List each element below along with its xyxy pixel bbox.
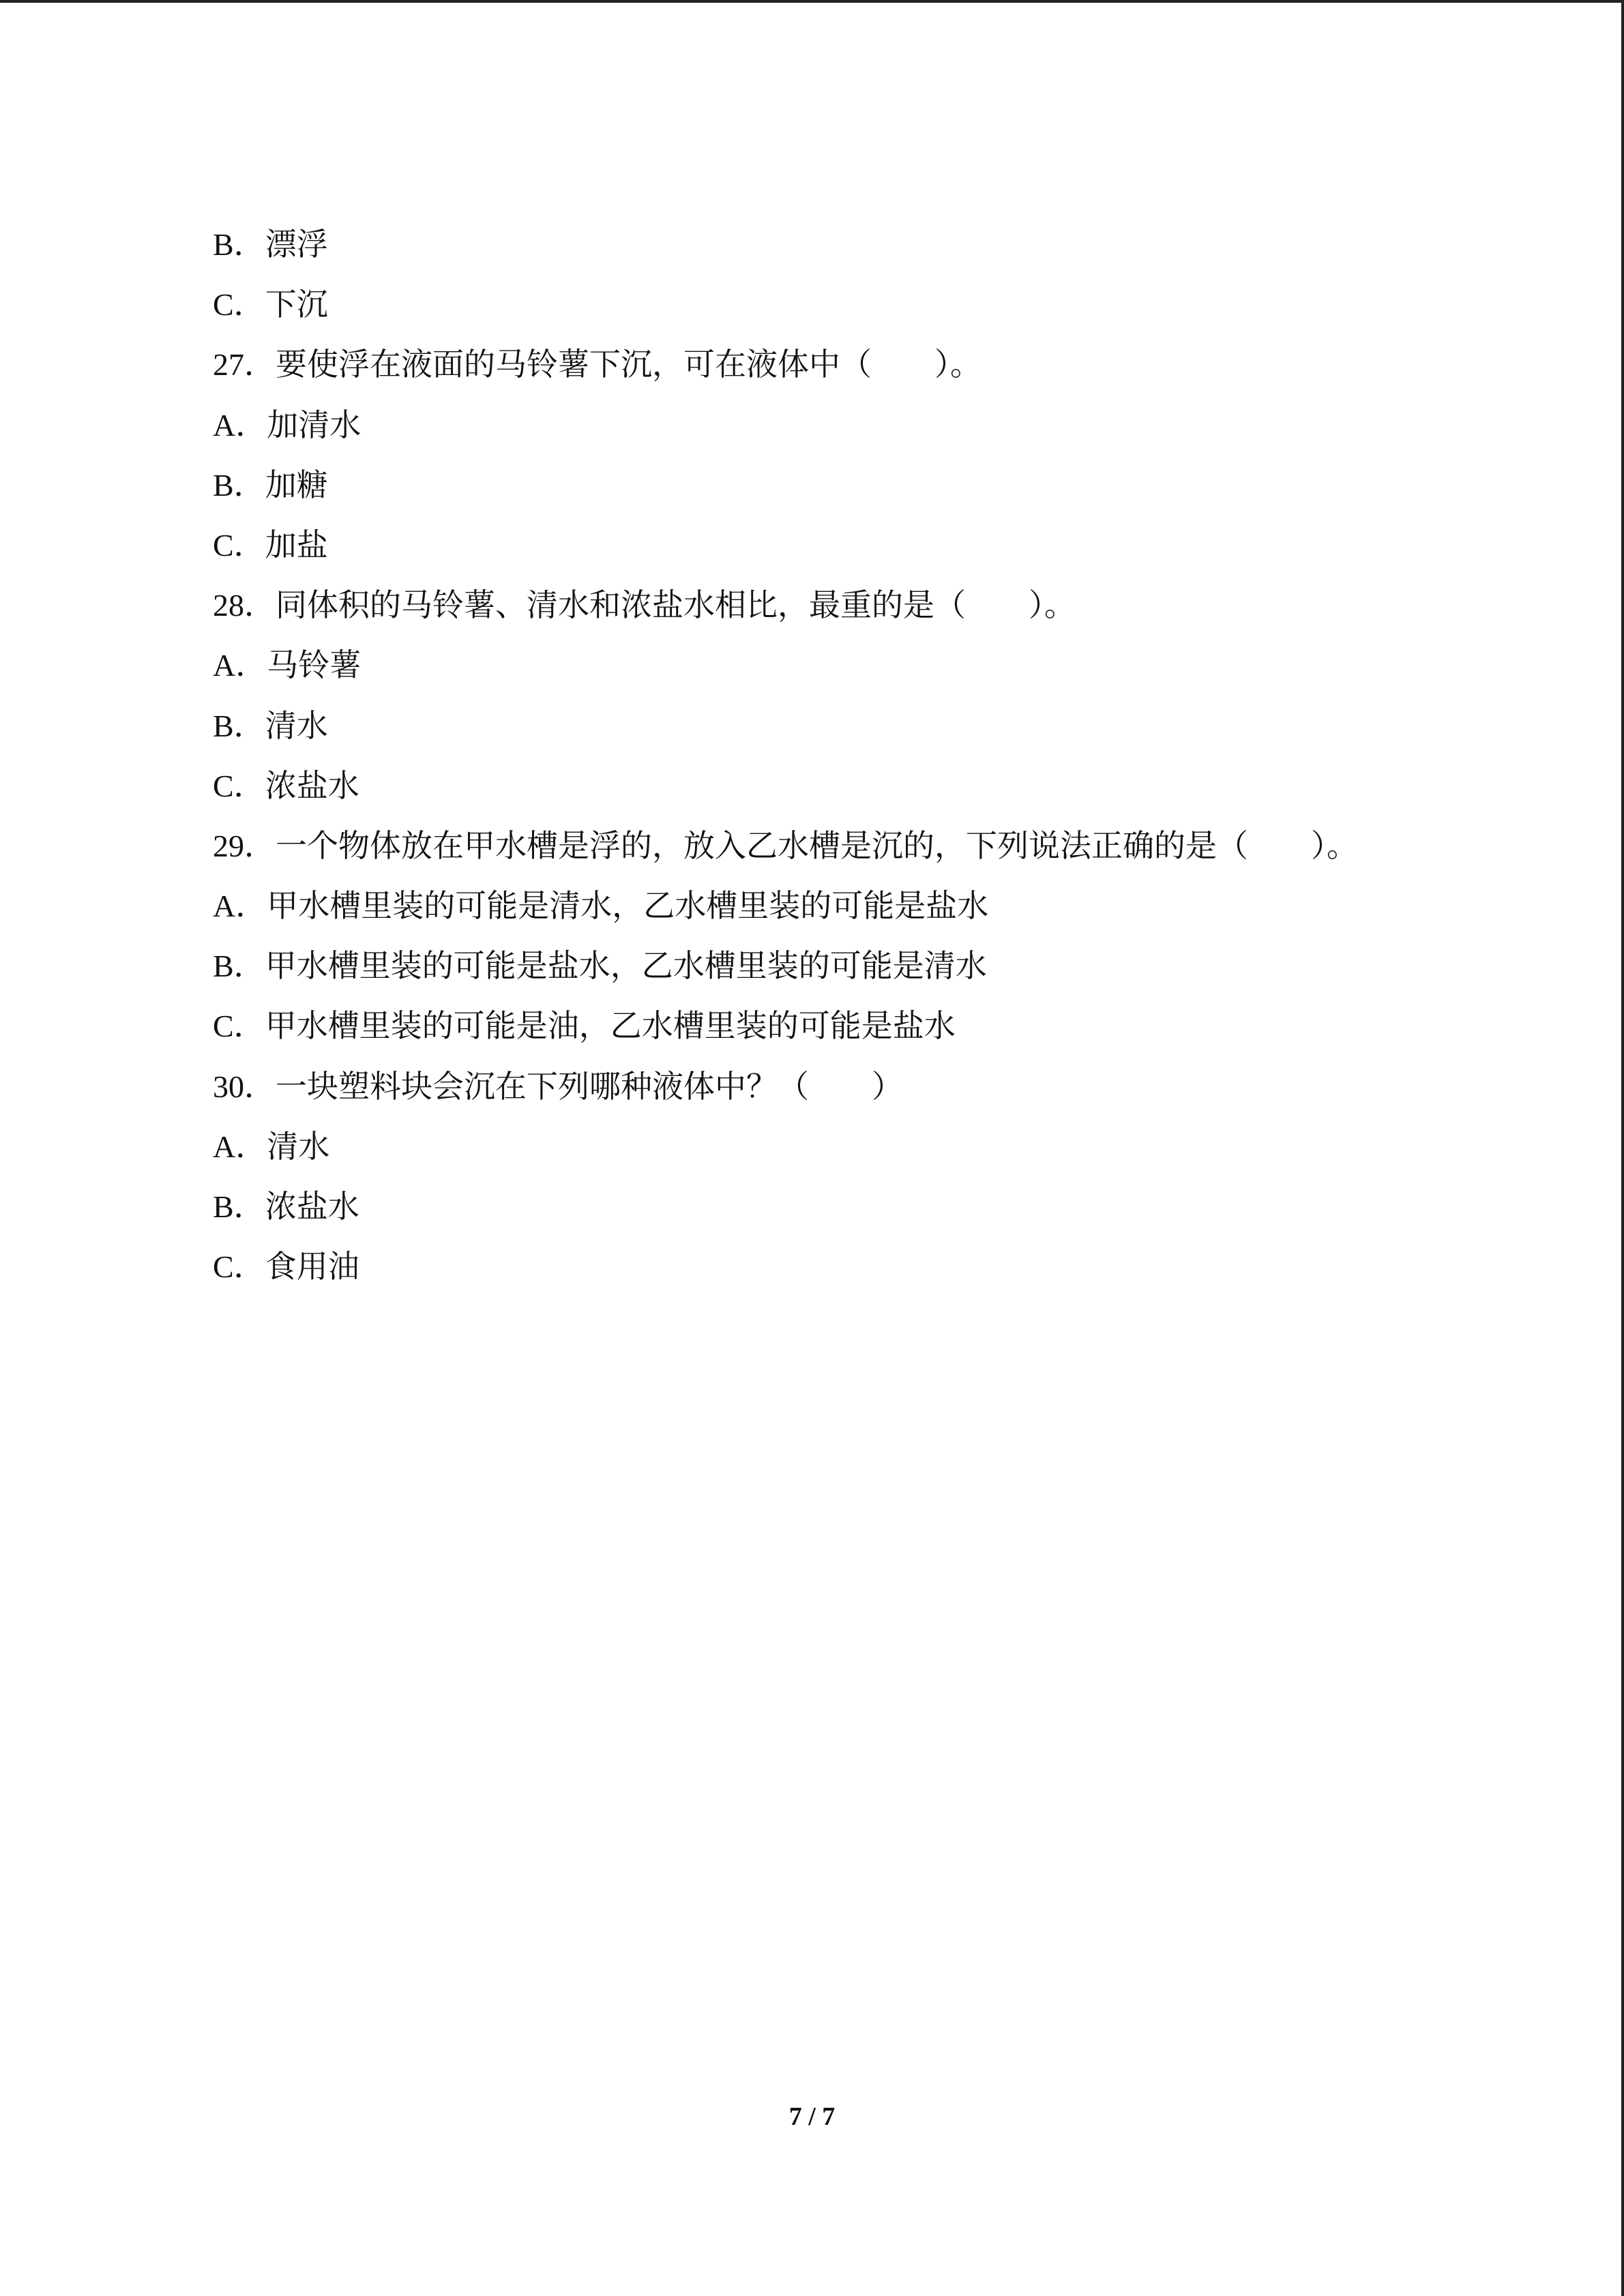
question-29 bbox=[213, 816, 1509, 876]
line-text: 甲水槽里装的可能是油，乙水槽里装的可能是盐水 bbox=[265, 1007, 956, 1045]
question-text: 要使浮在液面的马铃薯下沉，可在液体中（ ）。 bbox=[276, 346, 981, 383]
question-number: 28． bbox=[213, 588, 276, 623]
option-29-b bbox=[213, 936, 1509, 996]
line-text: 食用油 bbox=[265, 1248, 359, 1285]
line-label: C． bbox=[213, 1249, 265, 1285]
line-text: 浓盐水 bbox=[265, 766, 359, 804]
line-label: C． bbox=[213, 1009, 265, 1044]
line-text: 漂浮 bbox=[265, 226, 328, 263]
option-30-c bbox=[213, 1236, 1509, 1296]
worksheet-content bbox=[213, 214, 1509, 1296]
line-text: 加清水 bbox=[267, 406, 361, 443]
option-30-b bbox=[213, 1176, 1509, 1236]
line-label: B． bbox=[213, 227, 265, 262]
line-text: 清水 bbox=[265, 706, 328, 744]
question-28 bbox=[213, 575, 1509, 635]
question-text: 同体积的马铃薯、清水和浓盐水相比，最重的是（ ）。 bbox=[276, 586, 1076, 624]
line-label: B． bbox=[213, 1189, 265, 1224]
page-border-top bbox=[0, 0, 1624, 3]
line-text: 加盐 bbox=[265, 526, 328, 563]
line-text: 甲水槽里装的可能是清水，乙水槽里装的可能是盐水 bbox=[267, 887, 989, 925]
line-label: C． bbox=[213, 768, 265, 803]
question-number: 29． bbox=[213, 828, 276, 863]
question-text: 一个物体放在甲水槽是浮的，放入乙水槽是沉的，下列说法正确的是（ ）。 bbox=[276, 826, 1358, 864]
line-label: B． bbox=[213, 949, 265, 984]
line-label: C． bbox=[213, 287, 265, 323]
line-label: A． bbox=[213, 889, 267, 924]
option-27-c bbox=[213, 515, 1509, 575]
option-27-b bbox=[213, 455, 1509, 515]
line-label: A． bbox=[213, 407, 267, 443]
option-27-a bbox=[213, 395, 1509, 455]
page-border-right bbox=[1621, 0, 1624, 2296]
line-text: 马铃薯 bbox=[267, 646, 361, 684]
line-text: 浓盐水 bbox=[265, 1188, 359, 1225]
option-29-c bbox=[213, 996, 1509, 1056]
line-text: 下沉 bbox=[265, 286, 328, 323]
option-26-b bbox=[213, 214, 1509, 274]
option-28-b bbox=[213, 696, 1509, 756]
question-27 bbox=[213, 334, 1509, 394]
line-label: C． bbox=[213, 527, 265, 563]
option-28-a bbox=[213, 635, 1509, 695]
line-text: 加糖 bbox=[265, 466, 328, 503]
line-label: B． bbox=[213, 708, 265, 743]
option-28-c bbox=[213, 756, 1509, 816]
line-label: A． bbox=[213, 1129, 267, 1164]
option-30-a bbox=[213, 1116, 1509, 1176]
line-text: 清水 bbox=[267, 1127, 330, 1165]
question-number: 27． bbox=[213, 347, 276, 383]
question-30 bbox=[213, 1056, 1509, 1116]
question-text: 一块塑料块会沉在下列哪种液体中？（ ） bbox=[276, 1067, 903, 1105]
question-number: 30． bbox=[213, 1069, 276, 1104]
option-29-a bbox=[213, 876, 1509, 936]
page-number: 7 / 7 bbox=[788, 2102, 836, 2131]
option-26-c bbox=[213, 274, 1509, 334]
line-label: B． bbox=[213, 467, 265, 503]
line-text: 甲水槽里装的可能是盐水，乙水槽里装的可能是清水 bbox=[265, 947, 987, 985]
line-label: A． bbox=[213, 648, 267, 683]
